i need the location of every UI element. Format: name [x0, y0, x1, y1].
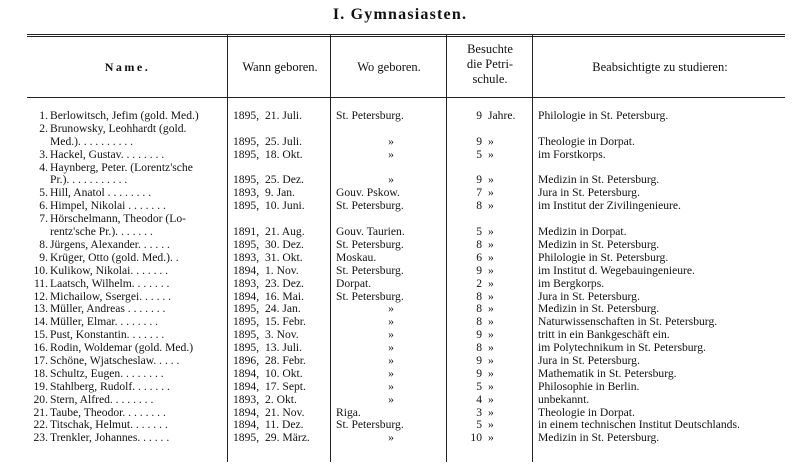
student-name: Jürgens, Alexander. . . . . .: [50, 237, 170, 251]
birth-date: 29. März.: [265, 431, 310, 445]
school-years-unit: »: [488, 225, 494, 239]
student-name: Hill, Anatol . . . . . . . .: [50, 186, 152, 200]
school-years-unit: »: [488, 186, 494, 200]
school-years: 9: [476, 134, 482, 148]
intended-study: Medizin in St. Petersburg.: [538, 173, 660, 187]
school-years-cell: [452, 239, 526, 252]
school-years-unit: »: [488, 366, 494, 380]
student-name-cell: [30, 432, 225, 445]
intended-study: im Forstkorps.: [538, 147, 606, 161]
birth-year: 1893,: [233, 186, 260, 200]
birth-place: St. Petersburg.: [336, 418, 404, 432]
birth-year: 1895,: [233, 237, 260, 251]
row-number: 6.: [39, 199, 48, 213]
student-name: Laatsch, Wilhelm. . . . . . .: [50, 276, 170, 290]
school-years: 8: [476, 315, 482, 329]
birth-place: »: [388, 328, 394, 342]
birth-place: »: [388, 353, 394, 367]
row-number: 1.: [39, 109, 48, 122]
school-years-unit: »: [488, 199, 494, 213]
student-name: Kulikow, Nikolai. . . . . . .: [50, 263, 169, 277]
student-name-cell: [30, 162, 225, 188]
intended-study: tritt in ein Bankgeschäft ein.: [538, 328, 670, 342]
school-years-unit: »: [488, 134, 494, 148]
birth-year: 1893,: [233, 250, 260, 264]
intended-study: Medizin in St. Petersburg.: [538, 431, 660, 445]
school-years: 9: [476, 173, 482, 187]
birth-date: 30. Dez.: [265, 237, 304, 251]
school-years-cell: [452, 265, 526, 278]
intended-study: im Institut d. Wegebauingenieure.: [538, 263, 695, 277]
student-name: Berlowitsch, Jefim (gold. Med.): [50, 109, 199, 122]
birth-place: St. Petersburg.: [336, 199, 404, 213]
student-name-continuation: Pr.). . . . . . . . . . .: [50, 173, 128, 187]
school-years-cell: [452, 381, 526, 394]
row-number: 20.: [33, 392, 48, 406]
school-years: 8: [476, 237, 482, 251]
school-years: 5: [476, 379, 482, 393]
school-years: 5: [476, 225, 482, 239]
birth-place: »: [388, 392, 394, 406]
birth-year: 1895,: [233, 134, 260, 148]
table-row: [0, 432, 800, 445]
row-number: 15.: [33, 328, 48, 342]
birth-place: Gouv. Taurien.: [336, 225, 405, 239]
birth-date: 31. Okt.: [265, 250, 303, 264]
student-name: Schöne, Wjatscheslaw. . . . .: [50, 353, 180, 367]
birth-year: 1894,: [233, 263, 260, 277]
school-years: 10: [470, 431, 482, 445]
table-top-rule-double: [27, 36, 785, 37]
intended-study: Philologie in St. Petersburg.: [538, 109, 669, 122]
school-years-unit: »: [488, 315, 494, 329]
row-number: 21.: [33, 405, 48, 419]
school-years-unit: »: [488, 392, 494, 406]
birth-year: 1895,: [233, 302, 260, 316]
school-years-cell: [452, 278, 526, 291]
school-years-unit: »: [488, 237, 494, 251]
birth-year: 1894,: [233, 366, 260, 380]
birth-date: 17. Sept.: [265, 379, 306, 393]
school-years: 3: [476, 405, 482, 419]
student-name: Hackel, Gustav. . . . . . . .: [50, 147, 165, 161]
birth-year: 1891,: [233, 225, 260, 239]
birth-date: 21. Juli.: [265, 109, 303, 122]
birth-place: »: [388, 341, 394, 355]
school-years: 8: [476, 341, 482, 355]
birth-year: 1894,: [233, 379, 260, 393]
student-name: Brunowsky, Leohhardt (gold.: [50, 121, 187, 135]
school-years: 5: [476, 418, 482, 432]
birth-place: »: [388, 147, 394, 161]
row-number: 10.: [33, 263, 48, 277]
birth-place: Riga.: [336, 405, 361, 419]
intended-study: im Polytechnikum in St. Petersburg.: [538, 341, 706, 355]
school-years-unit: »: [488, 328, 494, 342]
header-attended-line: schule.: [472, 72, 508, 86]
student-name: Stahlberg, Rudolf. . . . . . .: [50, 379, 170, 393]
birth-year: 1893,: [233, 392, 260, 406]
birth-date: 25. Juli.: [265, 134, 303, 148]
table-header-rule: [27, 97, 785, 98]
birth-place: »: [388, 173, 394, 187]
birth-year: 1895,: [233, 431, 260, 445]
birth-place: St. Petersburg.: [336, 263, 404, 277]
school-years-unit: »: [488, 263, 494, 277]
page-title: I. Gymnasiasten.: [332, 6, 468, 23]
school-years-unit: »: [488, 405, 494, 419]
student-name-continuation: Med.). . . . . . . . . .: [50, 134, 134, 148]
intended-study: Philologie in St. Petersburg.: [538, 250, 669, 264]
birth-year: 1895,: [233, 173, 260, 187]
school-years-unit: »: [488, 302, 494, 316]
school-years: 4: [476, 392, 482, 406]
intended-study: Jura in St. Petersburg.: [538, 289, 640, 303]
student-name: Krüger, Otto (gold. Med.). .: [50, 250, 179, 264]
birth-date: 23. Dez.: [265, 276, 304, 290]
birth-date: 2. Okt.: [265, 392, 297, 406]
school-years-cell: [452, 432, 526, 445]
student-name: Müller, Andreas . . . . . . .: [50, 302, 166, 316]
birth-year: 1894,: [233, 289, 260, 303]
row-number: 16.: [33, 341, 48, 355]
birth-place: Moskau.: [336, 250, 377, 264]
school-years-unit: »: [488, 353, 494, 367]
birth-date: 25. Dez.: [265, 173, 304, 187]
student-name: Pust, Konstantin. . . . . . .: [50, 328, 165, 342]
birth-date: 3. Nov.: [265, 328, 299, 342]
table-body: [0, 110, 800, 445]
birth-year: 1895,: [233, 341, 260, 355]
school-years-cell: [452, 110, 526, 123]
school-years: 9: [476, 109, 482, 122]
student-name: Trenkler, Johannes. . . . . .: [50, 431, 170, 445]
intended-study: Philosophie in Berlin.: [538, 379, 640, 393]
row-number: 8.: [39, 237, 48, 251]
row-number: 19.: [33, 379, 48, 393]
school-years-unit: »: [488, 341, 494, 355]
school-years: 5: [476, 147, 482, 161]
birth-year: 1894,: [233, 405, 260, 419]
row-number: 3.: [39, 147, 48, 161]
school-years: 7: [476, 186, 482, 200]
student-name: Taube, Theodor. . . . . . . .: [50, 405, 166, 419]
school-years: 8: [476, 302, 482, 316]
intended-study: Mathematik in St. Petersburg.: [538, 366, 677, 380]
birth-place: »: [388, 379, 394, 393]
student-name: Titschak, Helmut. . . . . . .: [50, 418, 168, 432]
header-born-when: Wann geboren.: [242, 60, 318, 74]
row-number: 7.: [39, 212, 48, 226]
birth-date: 10. Okt.: [265, 366, 303, 380]
student-name-line: [30, 432, 225, 445]
school-years-unit: »: [488, 147, 494, 161]
birth-year: 1893,: [233, 276, 260, 290]
birth-date: 10. Juni.: [265, 199, 305, 213]
birth-date: 1. Nov.: [265, 263, 299, 277]
student-name: Hörschelmann, Theodor (Lo-: [50, 212, 186, 226]
intended-study: Naturwissenschaften in St. Petersburg.: [538, 315, 718, 329]
intended-study: Medizin in St. Petersburg.: [538, 237, 660, 251]
intended-study: Medizin in St. Petersburg.: [538, 302, 660, 316]
row-number: 12.: [33, 289, 48, 303]
student-name-cell: [30, 213, 225, 239]
row-number: 23.: [33, 431, 48, 445]
student-name: Himpel, Nikolai . . . . . . .: [50, 199, 166, 213]
birth-place: »: [388, 366, 394, 380]
school-years-cell: [452, 200, 526, 213]
birth-place: St. Petersburg.: [336, 289, 404, 303]
school-years-cell: [452, 149, 526, 162]
birth-date: 15. Febr.: [265, 315, 306, 329]
school-years-unit: »: [488, 289, 494, 303]
birth-place: St. Petersburg.: [336, 109, 404, 122]
birth-place: St. Petersburg.: [336, 237, 404, 251]
birth-place: »: [388, 315, 394, 329]
intended-study: Medizin in Dorpat.: [538, 225, 627, 239]
birth-year: 1895,: [233, 315, 260, 329]
intended-study: in einem technischen Institut Deutschlands.: [538, 418, 740, 432]
student-name: Haynberg, Peter. (Lorentz'sche: [50, 160, 193, 174]
row-number: 11.: [33, 276, 48, 290]
birth-date: 11. Dez.: [265, 418, 304, 432]
birth-place: »: [388, 302, 394, 316]
school-years: 9: [476, 366, 482, 380]
header-attended-line: Besuchte: [467, 42, 513, 56]
row-number: 22.: [33, 418, 48, 432]
school-years: 9: [476, 263, 482, 277]
school-years-cell: [452, 355, 526, 368]
school-years: 2: [476, 276, 482, 290]
row-number: 5.: [39, 186, 48, 200]
school-years-unit: Jahre.: [488, 109, 516, 122]
intended-study: Jura in St. Petersburg.: [538, 353, 640, 367]
birth-date: 24. Jan.: [265, 302, 301, 316]
row-number: 2.: [39, 121, 48, 135]
birth-date: 16. Mai.: [265, 289, 304, 303]
student-name-continuation: rentz'sche Pr.). . . . . . .: [50, 225, 153, 239]
school-years: 6: [476, 250, 482, 264]
school-years-cell: [452, 368, 526, 381]
table-row: [0, 123, 800, 149]
birth-date: 28. Febr.: [265, 353, 306, 367]
birth-date: 21. Aug.: [265, 225, 305, 239]
school-years: 8: [476, 199, 482, 213]
birth-place: »: [388, 134, 394, 148]
row-number: 13.: [33, 302, 48, 316]
header-study: Beabsichtigte zu studieren:: [592, 60, 728, 74]
birth-year: 1895,: [233, 109, 260, 122]
student-name: Schultz, Eugen. . . . . . . .: [50, 366, 164, 380]
birth-date: 21. Nov.: [265, 405, 305, 419]
student-name: Rodin, Woldemar (gold. Med.): [50, 341, 194, 355]
header-attended-line: die Petri-: [466, 57, 514, 71]
header-born-where: Wo geboren.: [357, 60, 421, 74]
intended-study: im Bergkorps.: [538, 276, 605, 290]
row-number: 9.: [39, 250, 48, 264]
birth-year: 1895,: [233, 328, 260, 342]
intended-study: im Institut der Zivilingenieure.: [538, 199, 681, 213]
school-years: 9: [476, 328, 482, 342]
birth-date: 9. Jan.: [265, 186, 295, 200]
school-years-unit: »: [488, 379, 494, 393]
school-years: 9: [476, 353, 482, 367]
table-row: [0, 213, 800, 239]
intended-study: unbekannt.: [538, 392, 590, 406]
school-years-cell: [452, 394, 526, 407]
intended-study: Theologie in Dorpat.: [538, 134, 635, 148]
school-years-unit: »: [488, 250, 494, 264]
table-top-rule: [27, 34, 785, 35]
header-attended: [449, 42, 531, 87]
school-years-unit: »: [488, 276, 494, 290]
table-row: [0, 162, 800, 188]
birth-year: 1896,: [233, 353, 260, 367]
student-name: Michailow, Ssergei. . . . . .: [50, 289, 172, 303]
school-years-unit: »: [488, 431, 494, 445]
birth-date: 13. Juli.: [265, 341, 303, 355]
birth-year: 1895,: [233, 147, 260, 161]
header-name: Name.: [104, 60, 151, 74]
birth-date: 18. Okt.: [265, 147, 303, 161]
intended-study: Jura in St. Petersburg.: [538, 186, 640, 200]
student-name: Müller, Elmar. . . . . . . .: [50, 315, 159, 329]
row-number: 4.: [39, 160, 48, 174]
row-number: 17.: [33, 353, 48, 367]
student-name-cell: [30, 123, 225, 149]
school-years-unit: »: [488, 173, 494, 187]
school-years-cell: [452, 252, 526, 265]
birth-place: Gouv. Pskow.: [336, 186, 400, 200]
birth-place: »: [388, 431, 394, 445]
school-years-cell: [452, 136, 526, 149]
birth-year: 1894,: [233, 418, 260, 432]
birth-place: Dorpat.: [336, 276, 372, 290]
birth-year: 1895,: [233, 199, 260, 213]
intended-study: Theologie in Dorpat.: [538, 405, 635, 419]
row-number: 18.: [33, 366, 48, 380]
row-number: 14.: [33, 315, 48, 329]
student-name: Stern, Alfred. . . . . . . .: [50, 392, 154, 406]
student-name-line: [30, 123, 225, 136]
school-years-unit: »: [488, 418, 494, 432]
school-years: 8: [476, 289, 482, 303]
